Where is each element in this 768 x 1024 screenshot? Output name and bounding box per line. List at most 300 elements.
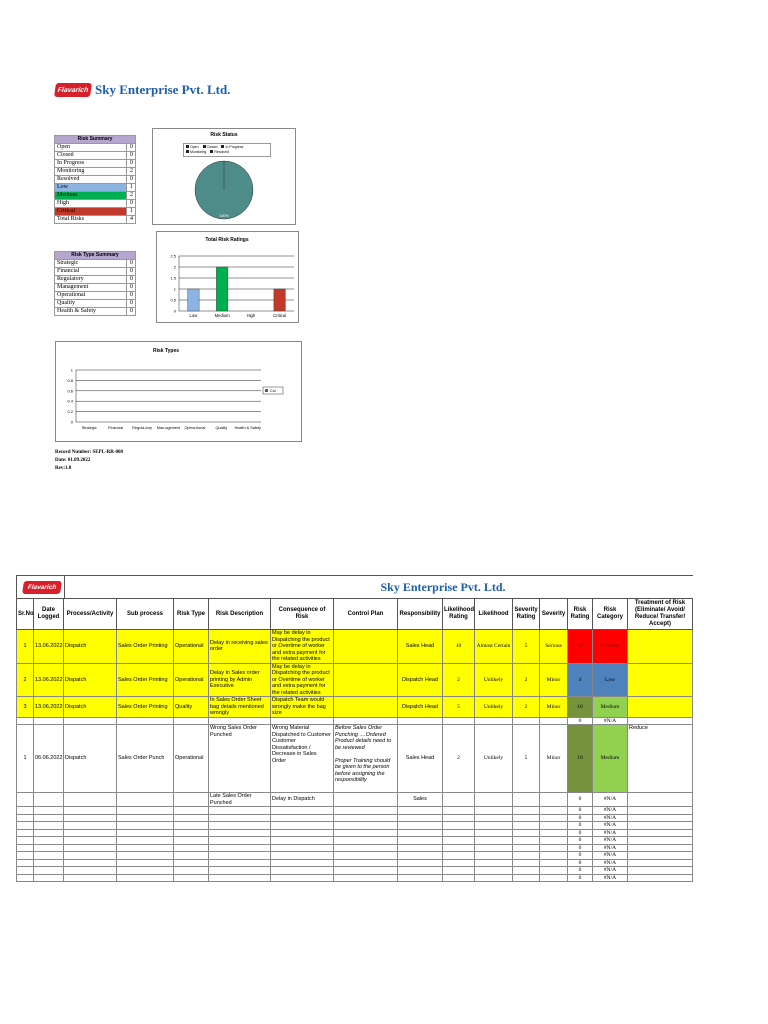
cell-desc[interactable] [209, 844, 271, 852]
cell-desc[interactable] [209, 822, 271, 830]
table-row [17, 663, 693, 697]
cell-desc[interactable] [209, 807, 271, 815]
cell-lik[interactable] [475, 874, 513, 882]
cell-resp[interactable] [398, 859, 443, 867]
cell-lr[interactable] [443, 874, 475, 882]
summary-row [55, 176, 136, 184]
cell-process[interactable]: Dispatch [64, 725, 117, 793]
cell-sr[interactable] [17, 822, 34, 830]
table-row-empty [17, 852, 693, 860]
cell-treat[interactable] [628, 793, 693, 807]
cell-sub[interactable] [117, 867, 174, 875]
y-tick-label: 1.5 [170, 275, 176, 281]
cell-rr[interactable]: 0 [568, 829, 593, 837]
cell-cat[interactable]: #N/A [593, 717, 628, 725]
cell-sub[interactable]: Sales Order Printing [117, 663, 174, 697]
cell-lik[interactable] [475, 793, 513, 807]
cell-rr[interactable]: 50 [568, 630, 593, 664]
y-tick-label: 0.6 [67, 388, 73, 394]
cell-process[interactable] [64, 852, 117, 860]
cell-resp[interactable]: Sales [398, 793, 443, 807]
cell-lik[interactable]: Almost Certain [475, 630, 513, 664]
cell-sev[interactable] [540, 793, 568, 807]
cell-treat[interactable] [628, 814, 693, 822]
cell-process[interactable]: Dispatch [64, 663, 117, 697]
column-header: Risk Description [209, 599, 271, 630]
cell-desc[interactable] [209, 814, 271, 822]
record-number: Record Number: SEPL-RR-008 [55, 450, 124, 455]
cell-desc[interactable]: In Sales Order Sheet bag details mentioned wrongly [209, 697, 271, 718]
cell-sr[interactable] [17, 874, 34, 882]
cell-treat[interactable] [628, 874, 693, 882]
cell-treat[interactable] [628, 829, 693, 837]
cell-lr[interactable] [443, 807, 475, 815]
record-meta [55, 449, 123, 473]
cell-resp[interactable] [398, 844, 443, 852]
summary-value: 0 [127, 300, 136, 308]
cell-lr[interactable] [443, 822, 475, 830]
cell-plan[interactable]: Before Sales Order Punching ....Ordered Product details need to be reviewed Proper Training should be given to the person before assigning the responsibility [334, 725, 398, 793]
cell-rr[interactable]: 0 [568, 807, 593, 815]
cell-sev[interactable] [540, 807, 568, 815]
cell-type[interactable] [174, 852, 209, 860]
cell-cons[interactable] [271, 837, 334, 845]
cell-treat[interactable] [628, 807, 693, 815]
cell-date[interactable] [34, 717, 64, 725]
cell-sr[interactable]: 3 [17, 697, 34, 718]
cell-sr[interactable]: 2 [17, 663, 34, 697]
cell-desc[interactable]: Late Sales Order Punched [209, 793, 271, 807]
cell-rr[interactable]: 0 [568, 859, 593, 867]
summary-row [55, 268, 136, 276]
summary-row [55, 292, 136, 300]
cell-sev[interactable] [540, 852, 568, 860]
cell-resp[interactable] [398, 822, 443, 830]
cell-cat[interactable]: #N/A [593, 874, 628, 882]
cell-cons[interactable] [271, 829, 334, 837]
cell-sev[interactable] [540, 822, 568, 830]
cell-process[interactable]: Dispatch [64, 630, 117, 664]
cell-cons[interactable] [271, 867, 334, 875]
cell-rr[interactable]: 10 [568, 725, 593, 793]
cell-sev[interactable] [540, 837, 568, 845]
cell-type[interactable] [174, 717, 209, 725]
cell-date[interactable]: 13.06.2022 [34, 663, 64, 697]
cell-lr[interactable]: 2 [443, 663, 475, 697]
column-header: Risk Rating [568, 599, 593, 630]
cell-process[interactable] [64, 867, 117, 875]
cell-cat[interactable]: #N/A [593, 822, 628, 830]
cell-sev[interactable] [540, 829, 568, 837]
cell-sr[interactable] [17, 717, 34, 725]
cell-cat[interactable]: #N/A [593, 807, 628, 815]
cell-process[interactable] [64, 837, 117, 845]
cell-treat[interactable] [628, 837, 693, 845]
cell-plan[interactable] [334, 829, 398, 837]
summary-value: 0 [127, 276, 136, 284]
cell-process[interactable] [64, 717, 117, 725]
cell-lik[interactable] [475, 814, 513, 822]
cell-sub[interactable]: Sales Order Punch [117, 725, 174, 793]
cell-resp[interactable]: Dispatch Head [398, 697, 443, 718]
cell-plan[interactable] [334, 630, 398, 664]
cell-sr2[interactable]: 5 [513, 630, 540, 664]
table-row-empty [17, 859, 693, 867]
cell-sev[interactable] [540, 814, 568, 822]
cell-sr[interactable]: 1 [17, 725, 34, 793]
cell-lr[interactable] [443, 852, 475, 860]
cell-date[interactable] [34, 807, 64, 815]
cell-cons[interactable] [271, 822, 334, 830]
cell-sub[interactable] [117, 852, 174, 860]
cell-plan[interactable] [334, 663, 398, 697]
cell-sr2[interactable] [513, 717, 540, 725]
cell-lik[interactable] [475, 837, 513, 845]
cell-rr[interactable]: 4 [568, 663, 593, 697]
cell-sub[interactable]: Sales Order Printing [117, 630, 174, 664]
cell-type[interactable] [174, 822, 209, 830]
x-tick-label: Health & Safety [234, 426, 261, 430]
cell-cons[interactable] [271, 807, 334, 815]
cell-cons[interactable]: May be delay in Dispatching the product or Overtime of worker and extra payment for the related activities [271, 663, 334, 697]
legend-swatch [265, 389, 268, 392]
cell-plan[interactable] [334, 867, 398, 875]
cell-lik[interactable] [475, 844, 513, 852]
summary-label: High [55, 200, 127, 208]
cell-rr[interactable]: 0 [568, 867, 593, 875]
cell-process[interactable] [64, 844, 117, 852]
record-date: Date: 01.09.2022 [55, 458, 91, 463]
cell-sev[interactable]: Serious [540, 630, 568, 664]
cell-date[interactable] [34, 837, 64, 845]
cell-treat[interactable]: Reduce [628, 725, 693, 793]
cell-resp[interactable] [398, 867, 443, 875]
cell-plan[interactable] [334, 844, 398, 852]
cell-cons[interactable]: Dispatch Team would wrongly make the bag size [271, 697, 334, 718]
cell-sr[interactable] [17, 814, 34, 822]
cell-treat[interactable] [628, 852, 693, 860]
cell-lr[interactable]: 2 [443, 725, 475, 793]
cell-resp[interactable] [398, 852, 443, 860]
cell-treat[interactable] [628, 867, 693, 875]
cell-rr[interactable]: 10 [568, 697, 593, 718]
column-header: Sr.No [17, 599, 34, 630]
cell-type[interactable] [174, 874, 209, 882]
chart-title: Risk Types [152, 348, 180, 354]
cell-cat[interactable]: #N/A [593, 852, 628, 860]
cell-desc[interactable] [209, 852, 271, 860]
cell-sub[interactable] [117, 859, 174, 867]
cell-lr[interactable] [443, 829, 475, 837]
cell-cat[interactable]: #N/A [593, 837, 628, 845]
cell-sev[interactable]: Minor [540, 725, 568, 793]
cell-type[interactable] [174, 859, 209, 867]
cell-process[interactable] [64, 874, 117, 882]
cell-lik[interactable]: Unlikely [475, 697, 513, 718]
cell-sr[interactable] [17, 852, 34, 860]
cell-lik[interactable] [475, 852, 513, 860]
cell-process[interactable] [64, 822, 117, 830]
cell-plan[interactable] [334, 874, 398, 882]
cell-lr[interactable]: 10 [443, 630, 475, 664]
cell-resp[interactable] [398, 807, 443, 815]
cell-plan[interactable] [334, 814, 398, 822]
summary-row [55, 192, 136, 200]
record-rev: Rev:1.0 [55, 466, 72, 471]
cell-sr[interactable] [17, 793, 34, 807]
cell-lik[interactable] [475, 829, 513, 837]
total-risk-ratings-chart [156, 231, 299, 323]
cell-process[interactable]: Dispatch [64, 697, 117, 718]
cell-sr2[interactable]: 2 [513, 697, 540, 718]
cell-date[interactable] [34, 814, 64, 822]
cell-cat[interactable]: Medium [593, 725, 628, 793]
cell-date[interactable] [34, 874, 64, 882]
summary-row [55, 200, 136, 208]
cell-sr2[interactable] [513, 807, 540, 815]
summary-label: Total Risks [55, 216, 127, 224]
cell-treat[interactable] [628, 630, 693, 664]
cell-sub[interactable] [117, 844, 174, 852]
cell-resp[interactable] [398, 829, 443, 837]
cell-type[interactable]: Operational [174, 663, 209, 697]
cell-plan[interactable] [334, 717, 398, 725]
cell-desc[interactable] [209, 837, 271, 845]
cell-desc[interactable] [209, 859, 271, 867]
y-tick-label: 0 [70, 419, 73, 425]
cell-sub[interactable] [117, 874, 174, 882]
cell-lr[interactable] [443, 844, 475, 852]
cell-sub[interactable] [117, 837, 174, 845]
cell-resp[interactable]: Dispatch Head [398, 663, 443, 697]
cell-desc[interactable] [209, 874, 271, 882]
cell-type[interactable]: Quality [174, 697, 209, 718]
cell-sr2[interactable]: 5 [513, 725, 540, 793]
cell-sr2[interactable] [513, 859, 540, 867]
cell-type[interactable] [174, 844, 209, 852]
cell-sr2[interactable] [513, 844, 540, 852]
cell-date[interactable]: 13.06.2022 [34, 630, 64, 664]
cell-lik[interactable] [475, 859, 513, 867]
summary-value: 1 [127, 208, 136, 216]
cell-rr[interactable]: 0 [568, 852, 593, 860]
cell-type[interactable] [174, 829, 209, 837]
cell-treat[interactable] [628, 859, 693, 867]
cell-sr2[interactable] [513, 829, 540, 837]
cell-rr[interactable]: 0 [568, 844, 593, 852]
cell-lr[interactable]: 5 [443, 697, 475, 718]
cell-sr2[interactable]: 2 [513, 663, 540, 697]
cell-date[interactable]: 06.06.2022 [34, 725, 64, 793]
cell-desc[interactable] [209, 829, 271, 837]
cell-lik[interactable] [475, 867, 513, 875]
cell-cat[interactable]: #N/A [593, 844, 628, 852]
cell-date[interactable] [34, 793, 64, 807]
cell-cons[interactable] [271, 859, 334, 867]
x-tick-label: Low [189, 313, 198, 318]
cell-plan[interactable] [334, 859, 398, 867]
cell-cons[interactable] [271, 852, 334, 860]
cell-sev[interactable] [540, 844, 568, 852]
cell-sub[interactable] [117, 793, 174, 807]
cell-type[interactable] [174, 837, 209, 845]
cell-process[interactable] [64, 859, 117, 867]
cell-plan[interactable] [334, 697, 398, 718]
cell-desc[interactable]: Wrong Sales Order Punched [209, 725, 271, 793]
cell-sr[interactable] [17, 859, 34, 867]
cell-treat[interactable] [628, 844, 693, 852]
cell-desc[interactable] [209, 867, 271, 875]
cell-rr[interactable]: 0 [568, 822, 593, 830]
cell-sr[interactable] [17, 829, 34, 837]
cell-sr[interactable] [17, 807, 34, 815]
cell-treat[interactable] [628, 663, 693, 697]
cell-rr[interactable]: 0 [568, 717, 593, 725]
cell-resp[interactable]: Sales Head [398, 630, 443, 664]
table-row [17, 717, 693, 725]
cell-lr[interactable] [443, 867, 475, 875]
cell-sr2[interactable] [513, 793, 540, 807]
cell-rr[interactable]: 0 [568, 793, 593, 807]
cell-sr2[interactable] [513, 852, 540, 860]
cell-lik[interactable]: Unlikely [475, 725, 513, 793]
cell-plan[interactable] [334, 807, 398, 815]
cell-sr[interactable] [17, 844, 34, 852]
cell-cat[interactable]: #N/A [593, 867, 628, 875]
cell-lr[interactable] [443, 837, 475, 845]
y-tick-label: 1 [70, 367, 73, 373]
cell-sr2[interactable] [513, 867, 540, 875]
cell-lik[interactable] [475, 822, 513, 830]
cell-cons[interactable]: May be delay in Dispatching the product or Overtime of worker and extra payment for the related activities [271, 630, 334, 664]
cell-cons[interactable]: Delay in Dispatch [271, 793, 334, 807]
cell-sub[interactable] [117, 814, 174, 822]
cell-resp[interactable]: Sales Head [398, 725, 443, 793]
cell-cons[interactable] [271, 717, 334, 725]
summary-row [55, 284, 136, 292]
cell-rr[interactable]: 0 [568, 837, 593, 845]
summary-label: Monitoring [55, 168, 127, 176]
summary-row [55, 160, 136, 168]
cell-type[interactable] [174, 814, 209, 822]
column-header: Likelihood [475, 599, 513, 630]
cell-sub[interactable] [117, 829, 174, 837]
cell-type[interactable]: Operational [174, 725, 209, 793]
legend-label: Open [190, 145, 199, 149]
cell-plan[interactable] [334, 837, 398, 845]
cell-resp[interactable] [398, 814, 443, 822]
cell-lr[interactable] [443, 793, 475, 807]
cell-lr[interactable] [443, 859, 475, 867]
cell-sub[interactable]: Sales Order Printing [117, 697, 174, 718]
cell-lik[interactable] [475, 717, 513, 725]
company-title: Sky Enterprise Pvt. Ltd. [95, 82, 231, 97]
cell-lr[interactable] [443, 814, 475, 822]
risk-type-summary-table [54, 251, 136, 316]
cell-sr2[interactable] [513, 814, 540, 822]
cell-desc[interactable]: Delay in receiving sales order [209, 630, 271, 664]
summary-label: Health & Safety [55, 308, 127, 316]
cell-process[interactable] [64, 807, 117, 815]
cell-sr[interactable] [17, 867, 34, 875]
risk-summary-table [54, 135, 136, 224]
cell-sev[interactable] [540, 874, 568, 882]
cell-type[interactable] [174, 793, 209, 807]
cell-cat[interactable]: #N/A [593, 859, 628, 867]
cell-cat[interactable]: #N/A [593, 793, 628, 807]
cell-cat[interactable]: Extreme [593, 630, 628, 664]
cell-type[interactable] [174, 867, 209, 875]
cell-sr[interactable]: 1 [17, 630, 34, 664]
cell-sev[interactable] [540, 867, 568, 875]
cell-rr[interactable]: 0 [568, 874, 593, 882]
cell-process[interactable] [64, 829, 117, 837]
cell-sub[interactable] [117, 807, 174, 815]
cell-cons[interactable]: Wrong Material Dispatched to Customer Customer Dissatisfaction / Decrease in Sales Order [271, 725, 334, 793]
cell-type[interactable]: Operational [174, 630, 209, 664]
cell-date[interactable] [34, 829, 64, 837]
cell-lik[interactable]: Unlikely [475, 663, 513, 697]
cell-cat[interactable]: Medium [593, 697, 628, 718]
cell-sub[interactable] [117, 822, 174, 830]
cell-cons[interactable] [271, 844, 334, 852]
table-row-empty [17, 844, 693, 852]
x-tick-label: Man-agement [156, 426, 181, 430]
cell-plan[interactable] [334, 852, 398, 860]
cell-resp[interactable] [398, 837, 443, 845]
cell-sev[interactable] [540, 717, 568, 725]
cell-sr2[interactable] [513, 822, 540, 830]
cell-date[interactable] [34, 822, 64, 830]
cell-date[interactable] [34, 859, 64, 867]
cell-process[interactable] [64, 793, 117, 807]
cell-treat[interactable] [628, 822, 693, 830]
cell-cat[interactable]: #N/A [593, 814, 628, 822]
cell-desc[interactable]: Delay in Sales order printing by Admin Executive [209, 663, 271, 697]
cell-date[interactable] [34, 844, 64, 852]
cell-sr2[interactable] [513, 874, 540, 882]
cell-desc[interactable] [209, 717, 271, 725]
cell-resp[interactable] [398, 717, 443, 725]
cell-plan[interactable] [334, 822, 398, 830]
cell-process[interactable] [64, 814, 117, 822]
cell-sr2[interactable] [513, 837, 540, 845]
cell-plan[interactable] [334, 793, 398, 807]
cell-cat[interactable]: Low [593, 663, 628, 697]
cell-cons[interactable] [271, 814, 334, 822]
cell-lik[interactable] [475, 807, 513, 815]
cell-cons[interactable] [271, 874, 334, 882]
cell-date[interactable] [34, 867, 64, 875]
cell-date[interactable]: 13.06.2022 [34, 697, 64, 718]
cell-sev[interactable]: Minor [540, 663, 568, 697]
cell-date[interactable] [34, 852, 64, 860]
cell-resp[interactable] [398, 874, 443, 882]
cell-sev[interactable]: Minor [540, 697, 568, 718]
cell-cat[interactable]: #N/A [593, 829, 628, 837]
cell-sev[interactable] [540, 859, 568, 867]
cell-type[interactable] [174, 807, 209, 815]
table-row-empty [17, 867, 693, 875]
cell-treat[interactable] [628, 697, 693, 718]
cell-sub[interactable] [117, 717, 174, 725]
cell-rr[interactable]: 0 [568, 814, 593, 822]
cell-sr[interactable] [17, 837, 34, 845]
cell-lr[interactable] [443, 717, 475, 725]
summary-label: Medium [55, 192, 127, 200]
summary-label: Closed [55, 152, 127, 160]
cell-treat[interactable] [628, 717, 693, 725]
